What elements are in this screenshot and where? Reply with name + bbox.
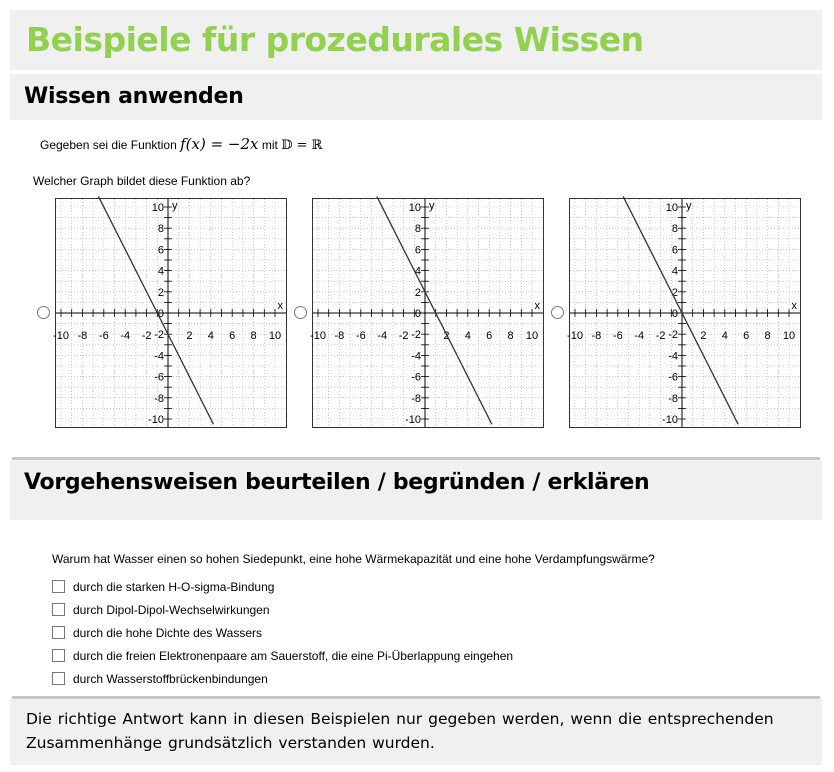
question1-text: Welcher Graph bildet diese Funktion ab? bbox=[33, 174, 251, 188]
x-tick-label: 6 bbox=[486, 330, 493, 342]
x-tick-label: 6 bbox=[743, 330, 750, 342]
x-tick-label: -6 bbox=[612, 330, 623, 342]
x-tick-label: 4 bbox=[721, 330, 728, 342]
option-2-checkbox[interactable] bbox=[52, 603, 65, 616]
y-tick-label: 4 bbox=[671, 265, 678, 278]
option-5-label: durch Wasserstoffbrückenbindungen bbox=[73, 671, 268, 686]
y-tick-label: 2 bbox=[414, 286, 421, 299]
x-tick-label: 2 bbox=[443, 330, 450, 342]
y-tick-label: 10 bbox=[151, 202, 164, 214]
origin-label: 0 bbox=[671, 308, 678, 320]
y-tick-label: 8 bbox=[157, 223, 164, 236]
graph-option-3 bbox=[569, 198, 801, 428]
y-tick-label: -2 bbox=[154, 329, 164, 342]
option-3-label: durch die hohe Dichte des Wassers bbox=[73, 625, 262, 640]
question2-text: Warum hat Wasser einen so hohen Siedepunkt, eine hohe Wärmekapazität und eine hohe Verdampfungswärme? bbox=[52, 552, 655, 566]
function-line bbox=[377, 196, 492, 424]
y-tick-label: -4 bbox=[411, 350, 421, 363]
question2-panel bbox=[12, 522, 820, 696]
y-tick-label: 10 bbox=[408, 202, 421, 214]
y-tick-label: -4 bbox=[154, 350, 164, 363]
section2-heading: Vorgehensweisen beurteilen / begründen / erklären bbox=[24, 470, 650, 495]
page-title: Beispiele für prozedurales Wissen bbox=[26, 20, 644, 59]
footer-band bbox=[10, 699, 822, 765]
x-tick-label: -6 bbox=[98, 330, 109, 342]
y-tick-label: -10 bbox=[148, 414, 164, 426]
section2-band bbox=[10, 460, 822, 520]
question2-options bbox=[52, 552, 655, 690]
option-4-checkbox[interactable] bbox=[52, 649, 65, 662]
y-axis-label: y bbox=[429, 200, 435, 212]
x-tick-label: -2 bbox=[141, 330, 152, 342]
y-tick-label: 6 bbox=[157, 244, 164, 257]
x-tick-label: 8 bbox=[507, 330, 514, 342]
x-tick-label: -10 bbox=[310, 330, 326, 342]
y-tick-label: -8 bbox=[668, 392, 678, 405]
option-4[interactable] bbox=[52, 644, 655, 667]
option-1-label: durch die starken H-O-sigma-Bindung bbox=[73, 579, 275, 594]
function-prefix: Gegeben sei die Funktion bbox=[40, 138, 177, 152]
option-2-label: durch Dipol-Dipol-Wechselwirkungen bbox=[73, 602, 270, 617]
function-line bbox=[98, 196, 213, 424]
section1-band bbox=[10, 74, 822, 120]
x-axis-label: x bbox=[534, 300, 540, 312]
function-mid: mit bbox=[261, 138, 278, 152]
function-formula: f(x) = −2x bbox=[180, 135, 259, 153]
y-tick-label: -4 bbox=[668, 350, 678, 363]
x-tick-label: 8 bbox=[764, 330, 771, 342]
x-axis-label: x bbox=[277, 300, 283, 312]
x-tick-label: 2 bbox=[186, 330, 193, 342]
origin-label: 0 bbox=[157, 308, 164, 320]
x-tick-label: -2 bbox=[655, 330, 666, 342]
y-tick-label: -6 bbox=[154, 371, 164, 384]
option-1[interactable] bbox=[52, 575, 655, 598]
title-band bbox=[10, 10, 822, 70]
x-axis-label: x bbox=[791, 300, 797, 312]
x-tick-label: 10 bbox=[525, 330, 539, 342]
option-4-label: durch die freien Elektronenpaare am Sauerstoff, die eine Pi-Überlappung eingehen bbox=[73, 648, 514, 663]
x-tick-label: 10 bbox=[268, 330, 282, 342]
x-tick-label: 8 bbox=[250, 330, 257, 342]
x-tick-label: -10 bbox=[567, 330, 583, 342]
function-line bbox=[623, 196, 738, 424]
y-tick-label: -2 bbox=[411, 329, 421, 342]
x-tick-label: -8 bbox=[591, 330, 602, 342]
y-axis-label: y bbox=[172, 200, 178, 212]
y-tick-label: 8 bbox=[671, 223, 678, 236]
x-tick-label: -6 bbox=[355, 330, 366, 342]
y-tick-label: -6 bbox=[411, 371, 421, 384]
y-tick-label: 4 bbox=[414, 265, 421, 278]
option-5-checkbox[interactable] bbox=[52, 672, 65, 685]
y-tick-label: -8 bbox=[154, 392, 164, 405]
x-tick-label: -4 bbox=[120, 330, 131, 342]
y-tick-label: 10 bbox=[665, 202, 678, 214]
x-tick-label: -8 bbox=[334, 330, 345, 342]
x-tick-label: -4 bbox=[634, 330, 645, 342]
x-tick-label: -8 bbox=[77, 330, 88, 342]
coordinate-plot bbox=[567, 199, 800, 427]
footer-text: Die richtige Antwort kann in diesen Beispielen nur gegeben werden, wenn die entsprechenden Zusammenhänge grundsätzlich verstanden wurden. bbox=[26, 710, 774, 752]
coordinate-plot bbox=[310, 199, 543, 427]
x-tick-label: -10 bbox=[53, 330, 69, 342]
y-tick-label: 2 bbox=[157, 286, 164, 299]
section1-heading: Wissen anwenden bbox=[24, 84, 244, 109]
y-axis-label: y bbox=[686, 200, 692, 212]
option-2[interactable] bbox=[52, 598, 655, 621]
y-tick-label: -10 bbox=[662, 414, 678, 426]
option-5[interactable] bbox=[52, 667, 655, 690]
y-tick-label: -10 bbox=[405, 414, 421, 426]
function-statement bbox=[40, 135, 322, 153]
graph-option-2 bbox=[312, 198, 544, 428]
option-3-checkbox[interactable] bbox=[52, 626, 65, 639]
x-tick-label: 4 bbox=[464, 330, 471, 342]
option-1-checkbox[interactable] bbox=[52, 580, 65, 593]
x-tick-label: 4 bbox=[207, 330, 214, 342]
y-tick-label: 6 bbox=[671, 244, 678, 257]
graph-option-2-radio[interactable] bbox=[294, 306, 307, 319]
y-tick-label: 2 bbox=[671, 286, 678, 299]
x-tick-label: 10 bbox=[782, 330, 796, 342]
x-tick-label: 2 bbox=[700, 330, 707, 342]
option-3[interactable] bbox=[52, 621, 655, 644]
y-tick-label: 4 bbox=[157, 265, 164, 278]
graph-option-1 bbox=[55, 198, 287, 428]
function-domain: 𝔻 = ℝ bbox=[281, 138, 323, 153]
origin-label: 0 bbox=[414, 308, 421, 320]
y-tick-label: 8 bbox=[414, 223, 421, 236]
y-tick-label: -2 bbox=[668, 329, 678, 342]
y-tick-label: -8 bbox=[411, 392, 421, 405]
coordinate-plot bbox=[53, 199, 286, 427]
x-tick-label: -4 bbox=[377, 330, 388, 342]
x-tick-label: -2 bbox=[398, 330, 409, 342]
x-tick-label: 6 bbox=[229, 330, 236, 342]
graph-option-1-radio[interactable] bbox=[37, 306, 50, 319]
graph-option-3-radio[interactable] bbox=[551, 306, 564, 319]
y-tick-label: 6 bbox=[414, 244, 421, 257]
question1-panel bbox=[12, 121, 820, 457]
y-tick-label: -6 bbox=[668, 371, 678, 384]
